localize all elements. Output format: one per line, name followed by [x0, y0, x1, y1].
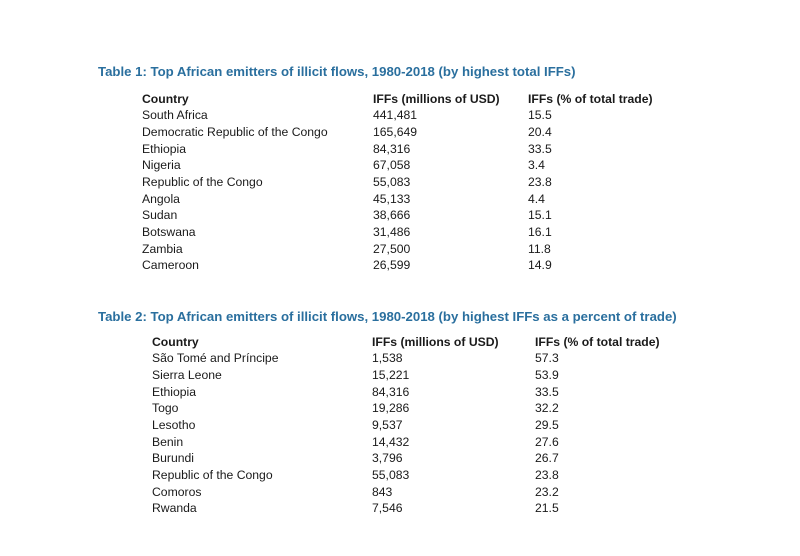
country-cell: Burundi: [152, 451, 195, 465]
iffs-percent-cell: 21.5: [535, 501, 559, 515]
country-cell: Zambia: [142, 242, 183, 256]
table-row: [0, 124, 800, 141]
table-row: [0, 174, 800, 191]
iffs-percent-cell: 29.5: [535, 418, 559, 432]
table-row: [0, 450, 800, 467]
table-row: [0, 434, 800, 451]
iffs-usd-cell: 27,500: [373, 242, 411, 256]
table-row: [0, 467, 800, 484]
iffs-percent-cell: 11.8: [528, 242, 551, 256]
iffs-usd-cell: 9,537: [372, 418, 403, 432]
iffs-percent-cell: 23.8: [528, 175, 552, 189]
table-row: [0, 350, 800, 367]
country-cell: Benin: [152, 435, 184, 449]
table-row: [0, 241, 800, 258]
iffs-percent-cell: 53.9: [535, 368, 559, 382]
country-cell: Rwanda: [152, 501, 197, 515]
country-cell: Ethiopia: [142, 142, 187, 156]
iffs-usd-cell: 26,599: [373, 258, 411, 272]
country-cell: Sudan: [142, 208, 178, 222]
country-cell: Angola: [142, 192, 180, 206]
iffs-usd-cell: 55,083: [372, 468, 410, 482]
country-cell: Cameroon: [142, 258, 199, 272]
table-row: [0, 107, 800, 124]
table-row: [0, 484, 800, 501]
table-row: [0, 384, 800, 401]
country-cell: Sierra Leone: [152, 368, 222, 382]
column-header-iffs-percent: IFFs (% of total trade): [528, 92, 653, 106]
country-cell: Democratic Republic of the Congo: [142, 125, 328, 139]
country-cell: Nigeria: [142, 158, 181, 172]
table-row: [0, 367, 800, 384]
iffs-percent-cell: 16.1: [528, 225, 552, 239]
iffs-usd-cell: 14,432: [372, 435, 410, 449]
country-cell: Republic of the Congo: [152, 468, 273, 482]
table-row: [0, 500, 800, 517]
table-row: [0, 224, 800, 241]
iffs-percent-cell: 15.1: [528, 208, 552, 222]
iffs-percent-cell: 23.8: [535, 468, 559, 482]
iffs-percent-cell: 32.2: [535, 401, 559, 415]
column-header-iffs-percent: IFFs (% of total trade): [535, 335, 660, 349]
table-row: [0, 157, 800, 174]
table-row: [0, 257, 800, 274]
table-2-header-row: [0, 334, 800, 351]
column-header-iffs-usd: IFFs (millions of USD): [372, 335, 499, 349]
table-row: [0, 207, 800, 224]
iffs-usd-cell: 38,666: [373, 208, 411, 222]
iffs-usd-cell: 45,133: [373, 192, 411, 206]
iffs-percent-cell: 57.3: [535, 351, 559, 365]
iffs-usd-cell: 441,481: [373, 108, 418, 122]
country-cell: Comoros: [152, 485, 202, 499]
table-1-header-row: [0, 91, 800, 108]
iffs-usd-cell: 15,221: [372, 368, 410, 382]
iffs-usd-cell: 31,486: [373, 225, 411, 239]
column-header-country: Country: [142, 92, 189, 106]
iffs-usd-cell: 3,796: [372, 451, 403, 465]
iffs-usd-cell: 19,286: [372, 401, 410, 415]
country-cell: Togo: [152, 401, 179, 415]
iffs-percent-cell: 4.4: [528, 192, 545, 206]
iffs-percent-cell: 20.4: [528, 125, 552, 139]
iffs-percent-cell: 14.9: [528, 258, 552, 272]
iffs-usd-cell: 165,649: [373, 125, 418, 139]
iffs-percent-cell: 33.5: [528, 142, 552, 156]
iffs-usd-cell: 1,538: [372, 351, 403, 365]
iffs-percent-cell: 33.5: [535, 385, 559, 399]
country-cell: Republic of the Congo: [142, 175, 263, 189]
iffs-usd-cell: 7,546: [372, 501, 403, 515]
iffs-percent-cell: 3.4: [528, 158, 545, 172]
column-header-country: Country: [152, 335, 199, 349]
table-row: [0, 400, 800, 417]
iffs-usd-cell: 84,316: [372, 385, 410, 399]
table-row: [0, 417, 800, 434]
iffs-percent-cell: 26.7: [535, 451, 559, 465]
table-2-title: Table 2: Top African emitters of illicit flows, 1980-2018 (by highest IFFs as a percent of trade): [98, 309, 677, 324]
iffs-percent-cell: 27.6: [535, 435, 559, 449]
country-cell: São Tomé and Príncipe: [152, 351, 279, 365]
iffs-usd-cell: 84,316: [373, 142, 411, 156]
table-1-title: Table 1: Top African emitters of illicit flows, 1980-2018 (by highest total IFFs): [98, 64, 576, 79]
country-cell: Botswana: [142, 225, 196, 239]
iffs-percent-cell: 15.5: [528, 108, 552, 122]
country-cell: Ethiopia: [152, 385, 197, 399]
iffs-usd-cell: 843: [372, 485, 393, 499]
country-cell: Lesotho: [152, 418, 196, 432]
iffs-percent-cell: 23.2: [535, 485, 559, 499]
country-cell: South Africa: [142, 108, 208, 122]
iffs-usd-cell: 67,058: [373, 158, 411, 172]
table-row: [0, 141, 800, 158]
column-header-iffs-usd: IFFs (millions of USD): [373, 92, 500, 106]
iffs-usd-cell: 55,083: [373, 175, 411, 189]
table-row: [0, 191, 800, 208]
